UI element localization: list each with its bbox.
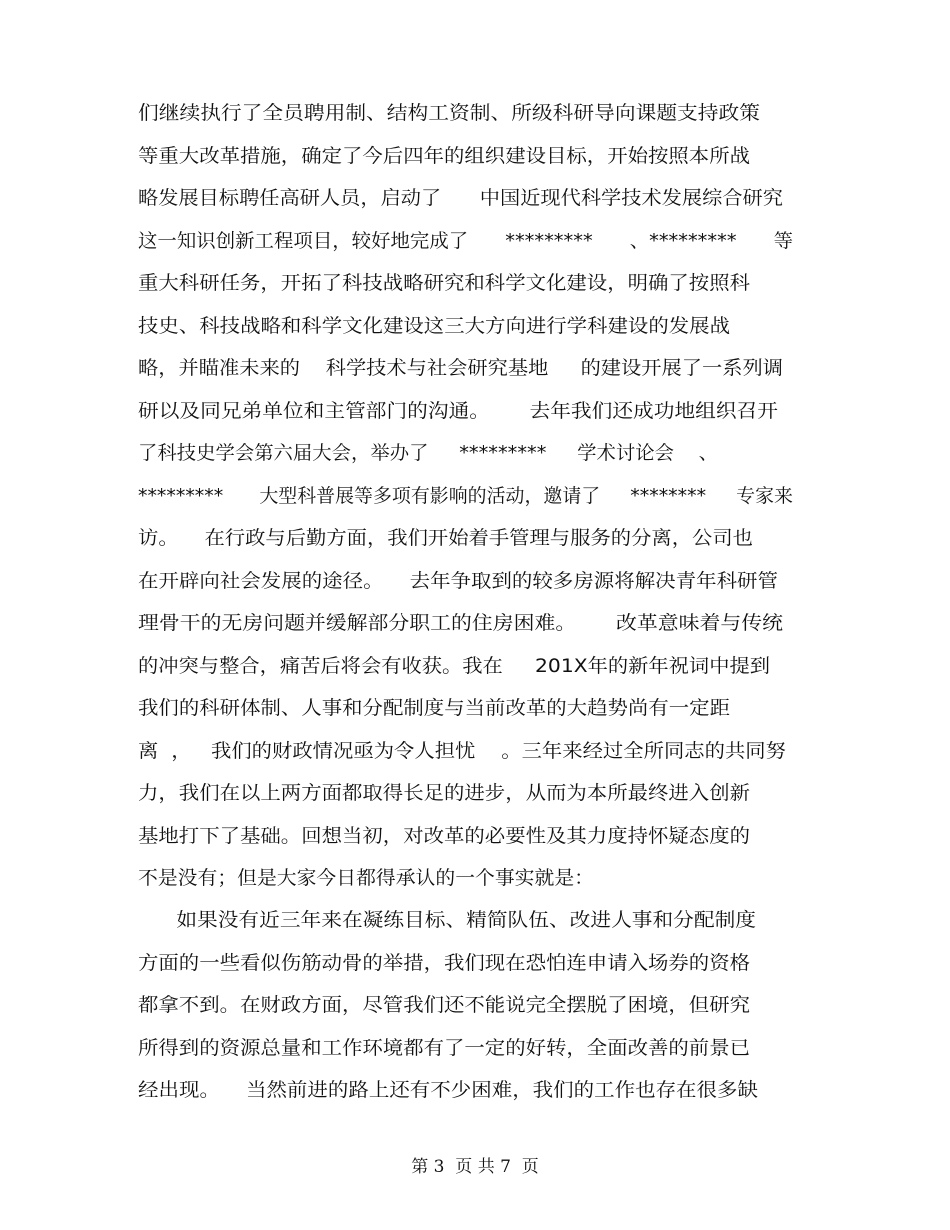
- text-line: 离 ， 我们的财政情况亟为令人担忧 。三年来经过全所同志的共同努: [138, 740, 786, 762]
- text-line: 不是没有；但是大家今日都得承认的一个事实就是：: [138, 867, 594, 889]
- text-line: 在开辟向社会发展的途径。 去年争取到的较多房源将解决青年科研管: [138, 570, 778, 592]
- text-line: 略发展目标聘任高研人员，启动了 中国近现代科学技术发展综合研究: [138, 187, 783, 209]
- text-line: 的冲突与整合，痛苦后将会有收获。我在 201X年的新年祝词中提到: [138, 655, 771, 677]
- text-line: ********* 大型科普展等多项有影响的活动，邀请了 ******** 专家来: [138, 485, 793, 507]
- text-line: 方面的一些看似伤筋动骨的举措，我们现在恐怕连申请入场券的资格: [138, 952, 751, 974]
- text-line: 我们的科研体制、人事和分配制度与当前改革的大趋势尚有一定距: [138, 697, 731, 719]
- text-line: 技史、科技战略和科学文化建设这三大方向进行学科建设的发展战: [138, 315, 731, 337]
- text-line: 了科技史学会第六届大会，举办了 ********* 学术讨论会 、: [138, 442, 718, 464]
- text-line: 访。 在行政与后勤方面，我们开始着手管理与服务的分离，公司也: [138, 527, 753, 549]
- text-line: 经出现。 当然前进的路上还有不少困难，我们的工作也存在很多缺: [138, 1079, 758, 1101]
- text-line: 研以及同兄弟单位和主管部门的沟通。 去年我们还成功地组织召开: [138, 400, 778, 422]
- text-line: 们继续执行了全员聘用制、结构工资制、所级科研导向课题支持政策: [138, 102, 761, 124]
- text-line: 如果没有近三年来在凝练目标、精简队伍、改进人事和分配制度: [150, 909, 757, 931]
- text-line: 重大科研任务，开拓了科技战略研究和科学文化建设，明确了按照科: [138, 272, 751, 294]
- page-footer: 第 3 页 共 7 页: [411, 1157, 539, 1177]
- text-line: 所得到的资源总量和工作环境都有了一定的好转，全面改善的前景已: [138, 1037, 751, 1059]
- text-line: 都拿不到。在财政方面，尽管我们还不能说完全摆脱了困境，但研究: [138, 994, 751, 1016]
- text-line: 等重大改革措施，确定了今后四年的组织建设目标，开始按照本所战: [138, 145, 751, 167]
- text-line: 力，我们在以上两方面都取得长足的进步，从而为本所最终进入创新: [138, 782, 751, 804]
- text-line: 理骨干的无房问题并缓解部分职工的住房困难。 改革意味着与传统: [138, 612, 783, 634]
- text-line: 基地打下了基础。回想当初，对改革的必要性及其力度持怀疑态度的: [138, 825, 751, 847]
- text-line: 略，并瞄准未来的 科学技术与社会研究基地 的建设开展了一系列调: [138, 357, 784, 379]
- text-line: 这一知识创新工程项目，较好地完成了 ********* 、********* 等: [138, 230, 794, 252]
